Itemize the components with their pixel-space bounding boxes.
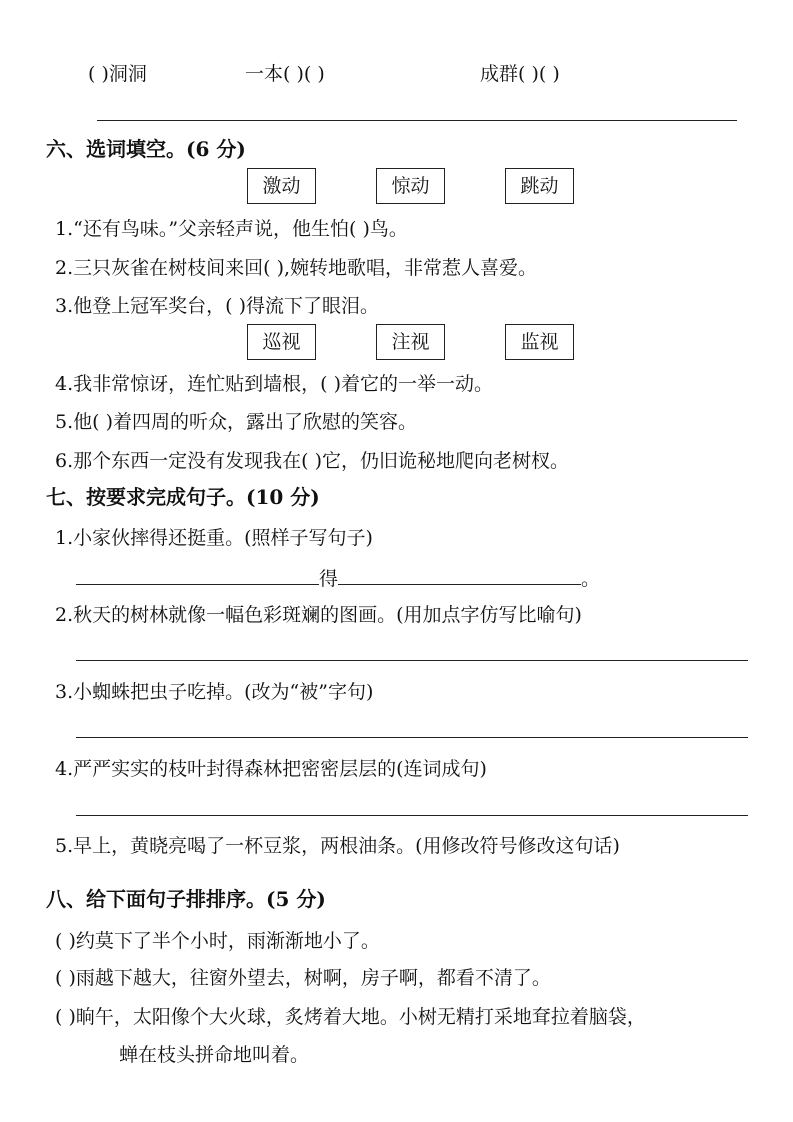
section6-item-6: 6.那个东西一定没有发现我在( )它，仍旧诡秘地爬向老树杈。 [55, 450, 569, 472]
top-divider-line [97, 120, 737, 121]
word-box-jingdong: 惊动 [376, 168, 445, 204]
section8-item-2: ( )雨越下越大，往窗外望去，树啊，房子啊，都看不清了。 [55, 967, 551, 989]
section7-item-3: 3.小蜘蛛把虫子吃掉。(改为“被”字句) [55, 681, 374, 703]
section7-item-2-answer-line[interactable] [76, 660, 748, 661]
section7-item-4: 4.严严实实的枝叶封得森林把密密层层的(连词成句) [55, 758, 487, 780]
section6-item-5: 5.他( )着四周的听众，露出了欣慰的笑容。 [55, 411, 417, 433]
section7-heading: 七、按要求完成句子。(10 分) [46, 485, 320, 509]
section6-item-3: 3.他登上冠军奖台，( )得流下了眼泪。 [55, 295, 379, 317]
section6-item-4: 4.我非常惊讶，连忙贴到墙根，( )着它的一举一动。 [55, 373, 493, 395]
answer-blank-right[interactable] [338, 564, 581, 585]
section7-item-4-answer-line[interactable] [76, 815, 748, 816]
top-row-item-1: ( )洞洞 [88, 63, 147, 85]
section7-item-3-answer-line[interactable] [76, 737, 748, 738]
top-row-item-2: 一本( )( ) [245, 63, 325, 85]
section7-item-2: 2.秋天的树林就像一幅色彩斑斓的图画。(用加点字仿写比喻句) [55, 604, 582, 626]
section6-heading: 六、选词填空。(6 分) [46, 137, 246, 161]
section8-heading: 八、给下面句子排排序。(5 分) [46, 887, 326, 911]
section7-item-1-answer[interactable] [76, 564, 600, 591]
word-box-xunshi: 巡视 [247, 324, 316, 360]
fill-middle-char: 得 [319, 568, 339, 590]
section7-item-5: 5.早上，黄晓亮喝了一杯豆浆，两根油条。(用修改符号修改这句话) [55, 835, 620, 857]
section7-item-1: 1.小家伙摔得还挺重。(照样子写句子) [55, 527, 373, 549]
word-box-zhushi: 注视 [376, 324, 445, 360]
section8-item-3-continuation: 蝉在枝头拼命地叫着。 [119, 1044, 310, 1066]
top-row-item-3: 成群( )( ) [480, 63, 560, 85]
section6-item-2: 2.三只灰雀在树枝间来回( ),婉转地歌唱，非常惹人喜爱。 [55, 257, 538, 279]
section8-item-1: ( )约莫下了半个小时，雨渐渐地小了。 [55, 930, 380, 952]
word-box-jianshi: 监视 [505, 324, 574, 360]
section8-item-3: ( )晌午，太阳像个大火球，炙烤着大地。小树无精打采地耷拉着脑袋， [55, 1006, 646, 1028]
fill-end-char: 。 [581, 568, 601, 590]
section6-item-1: 1.“还有鸟味。”父亲轻声说，他生怕( )鸟。 [55, 218, 408, 240]
word-box-tiaodong: 跳动 [505, 168, 574, 204]
word-box-jidong: 激动 [247, 168, 316, 204]
answer-blank-left[interactable] [76, 564, 319, 585]
